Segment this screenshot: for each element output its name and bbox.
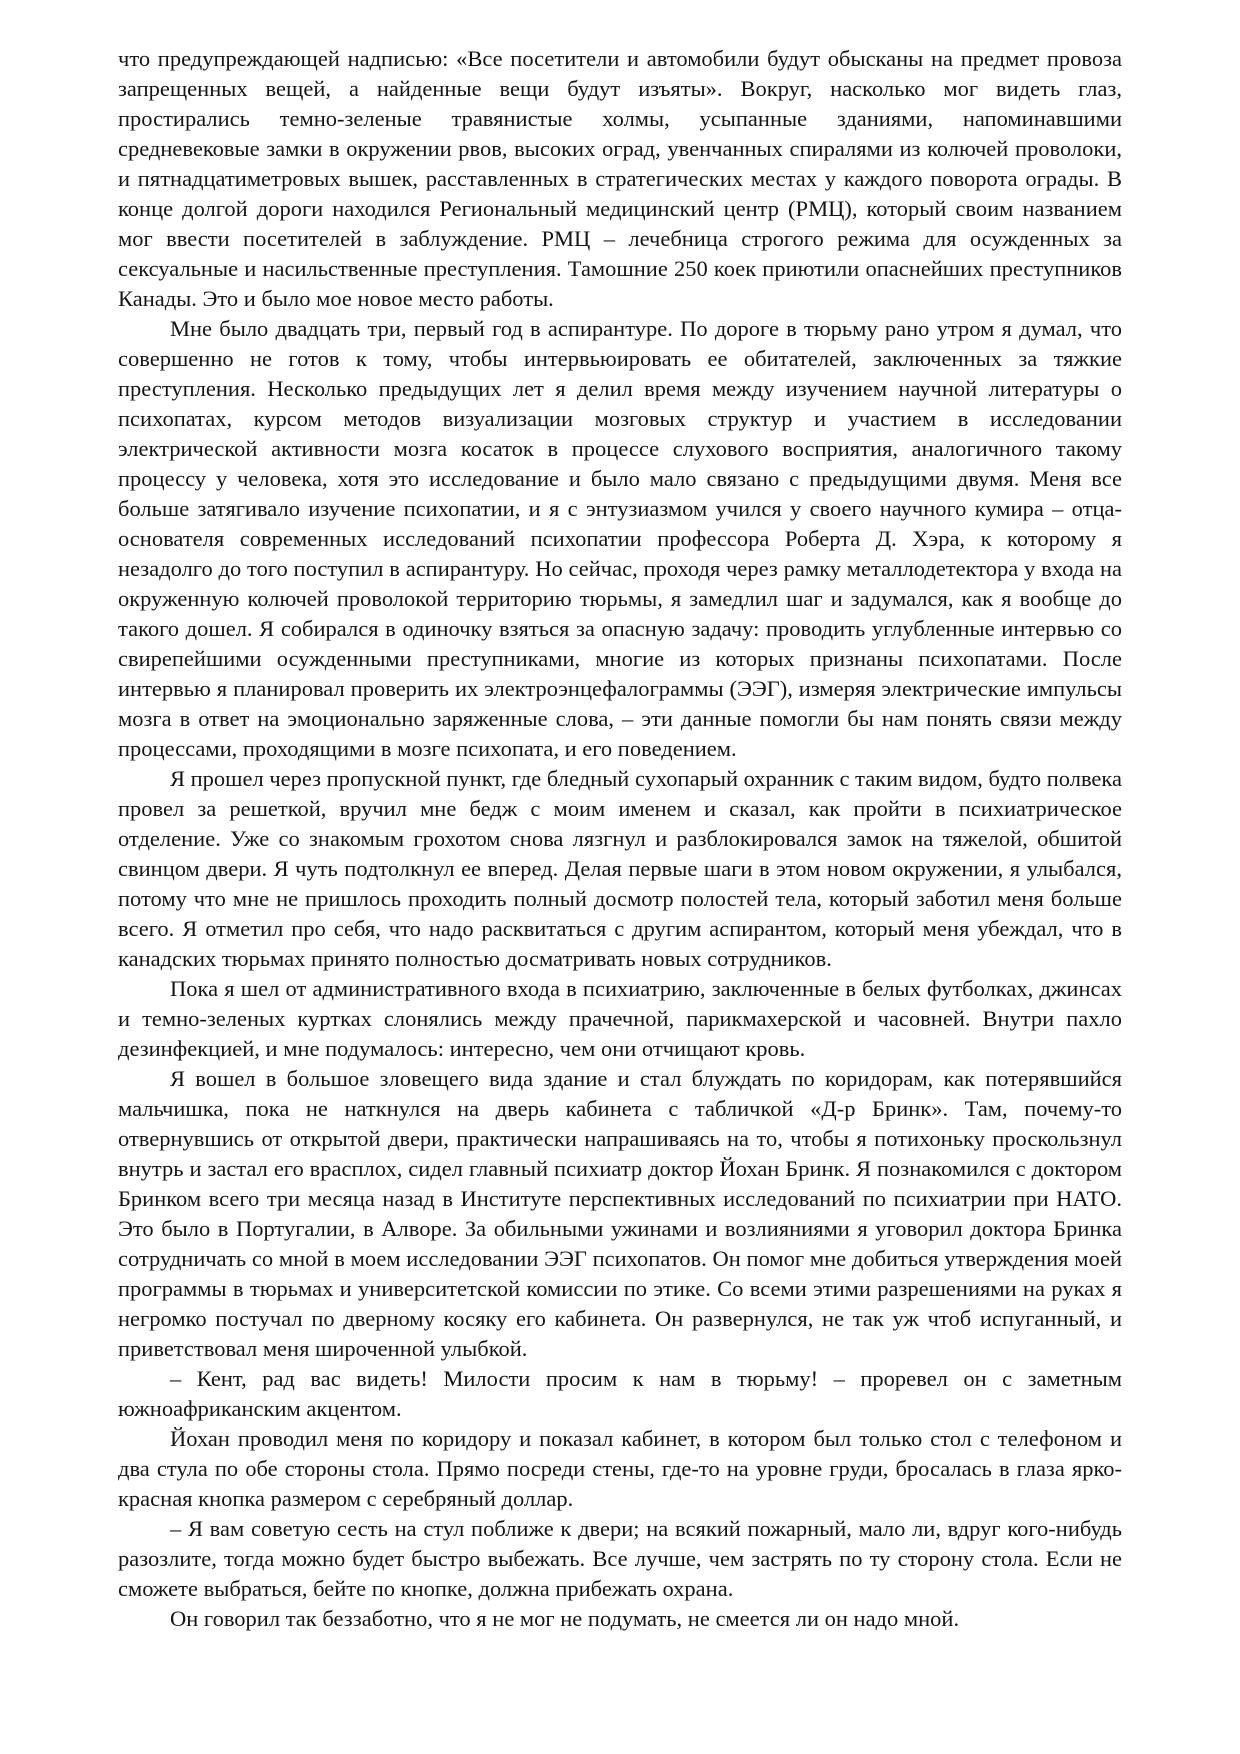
paragraph-5: Я вошел в большое зловещего вида здание и стал блуждать по коридорам, как потерявшийся мальчишка, пока не наткнулся на дверь кабинета с табличкой «Д-р Бринк». Там, почему-то отвернувшись от открытой двери, практически напрашиваясь на то, чтобы я потихоньку проскользнул внутрь и застал его врасплох, сидел главный психиатр доктор Йохан Бринк. Я познакомился с доктором Бринком всего три месяца назад в Институте перспективных исследований по психиатрии при НАТО. Это было в Португалии, в Алворе. За обильными ужинами и возлияниями я уговорил доктора Бринка сотрудничать со мной в моем исследовании ЭЭГ психопатов. Он помог мне добиться утверждения моей программы в тюрьмах и университетской комиссии по этике. Со всеми этими разрешениями на руках я негромко постучал по дверному косяку его кабинета. Он развернулся, не так уж чтоб испуганный, и приветствовал меня широченной улыбкой. [118, 1066, 1122, 1361]
paragraph-3: Я прошел через пропускной пункт, где бледный сухопарый охранник с таким видом, будто полвека провел за решеткой, вручил мне бедж с моим именем и сказал, как пройти в психиатрическое отделение. Уже со знакомым грохотом снова лязгнул и разблокировался замок на тяжелой, обшитой свинцом двери. Я чуть подтолкнул ее вперед. Делая первые шаги в этом новом окружении, я улыбался, потому что мне не пришлось проходить полный досмотр полостей тела, который заботил меня больше всего. Я отметил про себя, что надо расквитаться с другим аспирантом, который меня убеждал, что в канадских тюрьмах принято полностью досматривать новых сотрудников. [118, 766, 1122, 971]
paragraph-7: Он говорил так беззаботно, что я не мог не подумать, не смеется ли он надо мной. [170, 1606, 960, 1631]
paragraph-1: что предупреждающей надписью: «Все посетители и автомобили будут обысканы на предмет провоза запрещенных вещей, а найденные вещи будут изъяты». Вокруг, насколько мог видеть глаз, простирались темно-зеленые травянистые холмы, усыпанные зданиями, напоминавшими средневековые замки в окружении рвов, высоких оград, увенчанных спиралями из колючей проволоки, и пятнадцатиметровых вышек, расставленных в стратегических местах у каждого поворота ограды. В конце долгой дороги находился Региональный медицинский центр (РМЦ), который своим названием мог ввести посетителей в заблуждение. РМЦ – лечебница строгого режима для осужденных за сексуальные и насильственные преступления. Тамошние 250 коек приютили опаснейших преступников Канады. Это и было мое новое место работы. [118, 46, 1122, 311]
dialogue-paragraph-2: – Я вам советую сесть на стул поближе к двери; на всякий пожарный, мало ли, вдруг кого-нибудь разозлите, тогда можно будет быстро выбежать. Все лучше, чем застрять по ту сторону стола. Если не сможете выбраться, бейте по кнопке, должна прибежать охрана. [118, 1516, 1122, 1601]
paragraph-2: Мне было двадцать три, первый год в аспирантуре. По дороге в тюрьму рано утром я думал, что совершенно не готов к тому, чтобы интервьюировать ее обитателей, заключенных за тяжкие преступления. Несколько предыдущих лет я делил время между изучением научной литературы о психопатах, курсом методов визуализации мозговых структур и участием в исследовании электрической активности мозга косаток в процессе слухового восприятия, аналогичного такому процессу у человека, хотя это исследование и было мало связано с предыдущими двумя. Меня все больше затягивало изучение психопатии, и я с энтузиазмом учился у своего научного кумира – отца-основателя современных исследований психопатии профессора Роберта Д. Хэра, к которому я незадолго до того поступил в аспирантуру. Но сейчас, проходя через рамку металлодетектора у входа на окруженную колючей проволокой территорию тюрьмы, я замедлил шаг и задумался, как я вообще до такого дошел. Я собирался в одиночку взяться за опасную задачу: проводить углубленные интервью со свирепейшими осужденными преступниками, многие из которых признаны психопатами. После интервью я планировал проверить их электроэнцефалограммы (ЭЭГ), измеряя электрические импульсы мозга в ответ на эмоционально заряженные слова, – эти данные помогли бы нам понять связи между процессами, проходящими в мозге психопата, и его поведением. [118, 316, 1122, 761]
document-page [118, 44, 1122, 1714]
paragraph-4: Пока я шел от административного входа в психиатрию, заключенные в белых футболках, джинсах и темно-зеленых куртках слонялись между прачечной, парикмахерской и часовней. Внутри пахло дезинфекцией, и мне подумалось: интересно, чем они отчищают кровь. [118, 976, 1122, 1061]
dialogue-paragraph-1: – Кент, рад вас видеть! Милости просим к нам в тюрьму! – проревел он с заметным южноафриканским акцентом. [118, 1366, 1122, 1421]
paragraph-6: Йохан проводил меня по коридору и показал кабинет, в котором был только стол с телефоном и два стула по обе стороны стола. Прямо посреди стены, где-то на уровне груди, бросалась в глаза ярко-красная кнопка размером с серебряный доллар. [118, 1426, 1122, 1511]
